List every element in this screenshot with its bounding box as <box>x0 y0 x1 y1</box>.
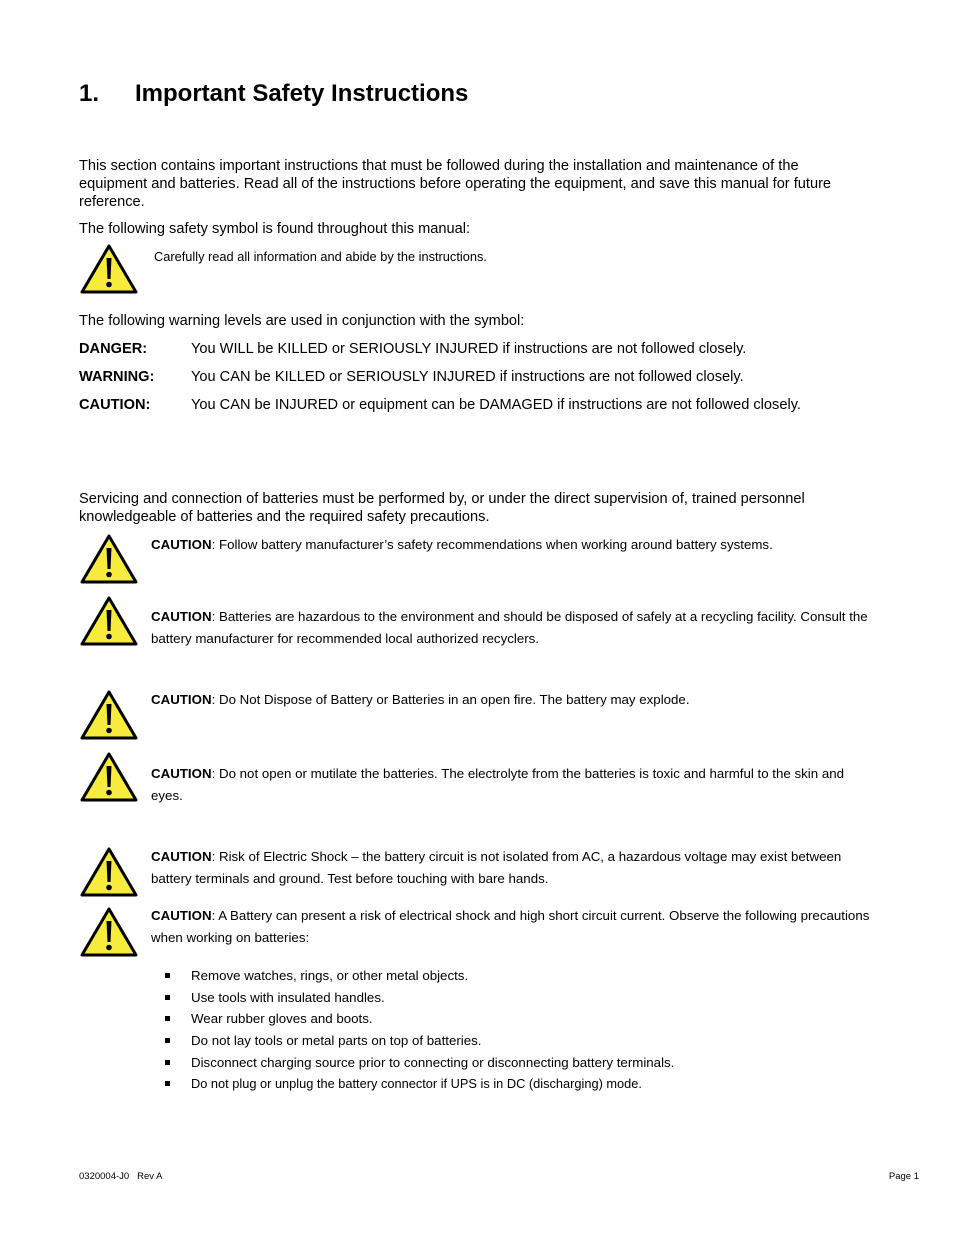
caution-text: : Do Not Dispose of Battery or Batteries in an open fire. The battery may explode. <box>211 692 690 707</box>
warning-triangle-icon <box>80 847 138 897</box>
caution-note <box>151 905 871 949</box>
caution-text: : Follow battery manufacturer’s safety recommendations when working around battery systems. <box>211 537 773 552</box>
caution-label: CAUTION <box>151 537 212 552</box>
bullet-square-icon <box>165 1016 170 1021</box>
caution-label: CAUTION <box>151 908 212 923</box>
list-item: Use tools with insulated handles. <box>163 987 674 1009</box>
caution-label: CAUTION <box>151 609 212 624</box>
level-label: CAUTION: <box>79 397 151 413</box>
section-title: Important Safety Instructions <box>135 80 469 107</box>
warning-triangle-icon <box>80 907 138 957</box>
warning-triangle-icon <box>80 244 138 294</box>
bullet-square-icon <box>165 1038 170 1043</box>
caution-text: : Do not open or mutilate the batteries. The electrolyte from the batteries is toxic and harmful to the skin and eyes. <box>151 766 845 803</box>
precautions-list <box>163 965 674 1095</box>
caution-label: CAUTION <box>151 849 212 864</box>
page-title <box>79 79 468 109</box>
warning-triangle-icon <box>80 690 138 740</box>
page-label: Page <box>888 1171 914 1182</box>
battery-intro: Servicing and connection of batteries must be performed by, or under the direct supervision of, trained personnel knowledgeable of batteries and the required safety precautions. <box>79 491 805 525</box>
level-text: You CAN be INJURED or equipment can be DAMAGED if instructions are not followed closely. <box>191 397 801 413</box>
list-item: Wear rubber gloves and boots. <box>163 1008 674 1030</box>
section-number: 1. <box>79 80 100 107</box>
bullet-square-icon <box>165 1060 170 1065</box>
list-item: Do not lay tools or metal parts on top of batteries. <box>163 1030 674 1052</box>
list-item: Disconnect charging source prior to connecting or disconnecting battery terminals. <box>163 1052 674 1074</box>
symbol-intro: The following safety symbol is found throughout this manual: <box>79 221 471 237</box>
level-label: WARNING: <box>79 369 155 385</box>
levels-intro: The following warning levels are used in conjunction with the symbol: <box>79 313 525 329</box>
caution-label: CAUTION <box>151 766 212 781</box>
list-item: Remove watches, rings, or other metal objects. <box>163 965 674 987</box>
symbol-note: Carefully read all information and abide by the instructions. <box>154 249 487 264</box>
bullet-square-icon <box>165 1081 170 1086</box>
footer-page <box>889 1171 919 1182</box>
caution-note <box>151 534 871 556</box>
intro-paragraph: This section contains important instructions that must be followed during the installation and maintenance of the equipment and batteries. Read all of the instructions before operating the equipment, and save this manual for future reference. <box>79 158 832 210</box>
warning-triangle-icon <box>80 534 138 584</box>
caution-note <box>151 763 871 807</box>
warning-triangle-icon <box>80 752 138 802</box>
caution-text: : A Battery can present a risk of electrical shock and high short circuit current. Observe the following precautions when working on batteries: <box>151 908 870 945</box>
caution-text: : Risk of Electric Shock – the battery circuit is not isolated from AC, a hazardous voltage may exist between battery terminals and ground. Test before touching with bare hands. <box>151 849 842 886</box>
bullet-square-icon <box>165 973 170 978</box>
caution-note <box>151 846 871 890</box>
caution-note <box>151 689 871 711</box>
level-text: You WILL be KILLED or SERIOUSLY INJURED if instructions are not followed closely. <box>191 341 747 357</box>
bullet-square-icon <box>165 995 170 1000</box>
footer-doc-id: 0320004-J0 Rev A <box>79 1171 163 1182</box>
warning-triangle-icon <box>80 596 138 646</box>
caution-note <box>151 606 871 650</box>
level-text: You CAN be KILLED or SERIOUSLY INJURED if instructions are not followed closely. <box>191 369 744 385</box>
caution-text: : Batteries are hazardous to the environment and should be disposed of safely at a recycling facility. Consult the battery manufacturer for recommended local authorized recyclers. <box>151 609 868 646</box>
level-label: DANGER: <box>79 341 148 357</box>
list-item: Do not plug or unplug the battery connector if UPS is in DC (discharging) mode. <box>163 1073 674 1095</box>
page-number: 1 <box>913 1171 919 1182</box>
caution-label: CAUTION <box>151 692 212 707</box>
